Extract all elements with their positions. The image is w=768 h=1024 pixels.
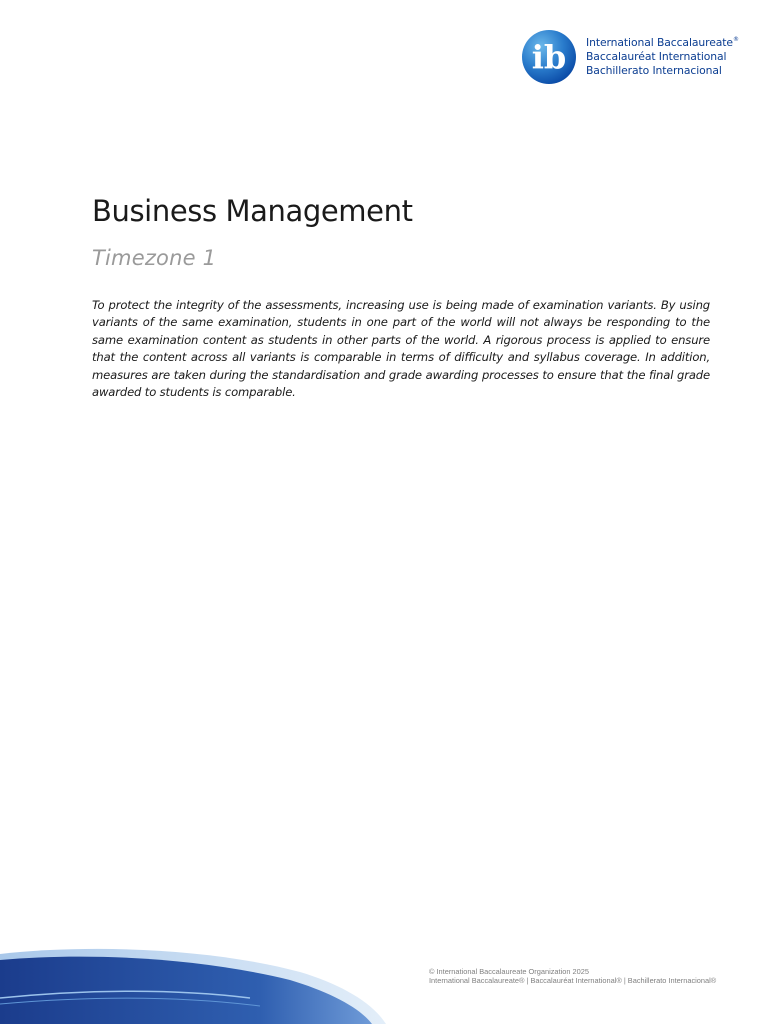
ib-logo	[520, 28, 739, 86]
logo-line-english: International Baccalaureate®	[586, 36, 739, 49]
copyright-line-2: International Baccalaureate® | Baccalauréat International® | Bachillerato Internacional®	[429, 976, 717, 986]
registered-mark: ®	[732, 36, 739, 43]
intro-paragraph: To protect the integrity of the assessments, increasing use is being made of examination variants. By using variants of the same examination, students in one part of the world will not always be responding to the same examination content as students in other parts of the world. A rigorous process is applied to ensure that the content across all variants is comparable in terms of difficulty and syllabus coverage. In addition, measures are taken during the standardisation and grade awarding processes to ensure that the final grade awarded to students is comparable.	[92, 298, 710, 400]
ib-logo-icon	[520, 28, 578, 86]
copyright-line-1: © International Baccalaureate Organization 2025	[429, 967, 589, 976]
logo-line-spanish: Bachillerato Internacional	[586, 64, 722, 77]
copyright-notice	[429, 967, 716, 986]
logo-wordmark	[586, 36, 739, 78]
logo-mark-letters: ib	[531, 38, 567, 76]
logo-line-french: Baccalauréat International	[586, 50, 727, 63]
document-title: Business Management	[92, 194, 413, 228]
document-subtitle: Timezone 1	[92, 246, 217, 270]
footer-wave-dark	[0, 957, 372, 1024]
footer-wave-graphic	[0, 944, 400, 1024]
